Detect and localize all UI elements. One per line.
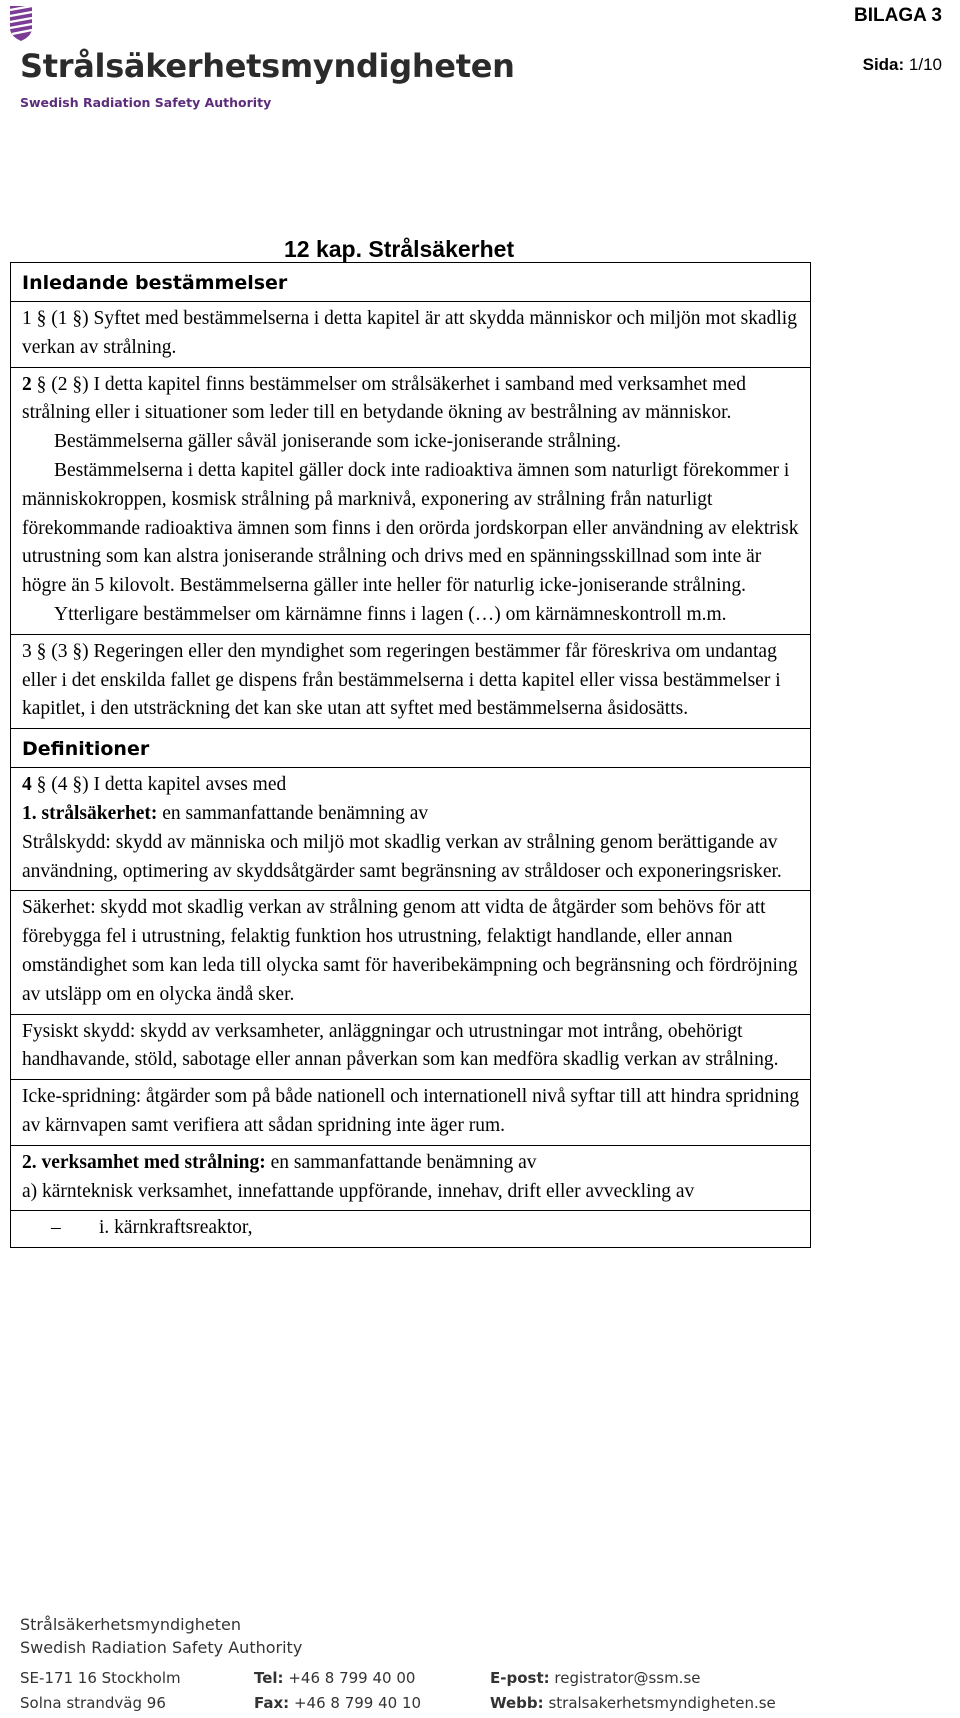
paragraph-2-b: Bestämmelserna gäller såväl joniserande som icke-joniserande strålning.: [54, 431, 621, 453]
statute-table: [10, 262, 811, 1248]
paragraph-1: 1 § (1 §) Syftet med bestämmelserna i detta kapitel är att skydda människor och miljön mot skadlig verkan av strålning.: [11, 302, 810, 368]
definition-2-term: 2. verksamhet med strålning:: [22, 1151, 266, 1173]
footer-web-label: Webb:: [490, 1694, 544, 1712]
paragraph-4: [11, 768, 810, 891]
list-item: [11, 1211, 810, 1248]
section-heading-definitioner: Definitioner: [11, 729, 810, 768]
definition-stralskydd: Strålskydd: skydd av människa och miljö mot skadlig verkan av strålning genom berättigande av användning, optimering av skyddsåtgärder samt begränsning av stråldoser och exponeringsrisker.: [22, 831, 782, 882]
paragraph-2: [11, 368, 810, 635]
logo-name: Strålsäkerhetsmyndigheten: [20, 47, 515, 85]
footer-web: [490, 1694, 776, 1712]
list-dash: –: [51, 1217, 61, 1239]
attachment-label: BILAGA 3: [854, 5, 942, 26]
section-heading-inledande: Inledande bestämmelser: [11, 263, 810, 302]
paragraph-4-text: § (4 §) I detta kapitel avses med: [31, 774, 287, 796]
footer-web-link[interactable]: stralsakerhetsmyndigheten.se: [548, 1694, 776, 1712]
footer-fax: [254, 1694, 421, 1712]
chapter-title: 12 kap. Strålsäkerhet: [284, 236, 515, 262]
definition-2-text: en sammanfattande benämning av: [265, 1151, 537, 1173]
footer-fax-label: Fax:: [254, 1694, 290, 1712]
ssm-logo-icon: [8, 4, 34, 42]
page-label: Sida:: [862, 55, 905, 74]
footer-email-label: E-post:: [490, 1669, 550, 1687]
footer-fax-value: +46 8 799 40 10: [293, 1694, 422, 1712]
paragraph-4-number: 4: [22, 774, 32, 796]
definition-sakerhet: Säkerhet: skydd mot skadlig verkan av strålning genom att vidta de åtgärder som behövs för att förebygga fel i utrustning, felaktig funktion hos utrustning, felaktigt handlande, eller annan omständighet som kan leda till olycka samt för haveribekämpning och begränsning och fördröjning av utsläpp om en olycka ändå sker.: [11, 891, 810, 1014]
footer-phone: [254, 1669, 415, 1687]
paragraph-2-d: Ytterligare bestämmelser om kärnämne finns i lagen (…) om kärnämneskontroll m.m.: [54, 603, 727, 625]
footer-email-link[interactable]: registrator@ssm.se: [554, 1669, 701, 1687]
definition-1-text: en sammanfattande benämning av: [157, 802, 429, 824]
footer-address-line-1: SE-171 16 Stockholm: [20, 1669, 181, 1687]
paragraph-2-number: 2: [22, 373, 32, 395]
paragraph-2-c: Bestämmelserna i detta kapitel gäller dock inte radioaktiva ämnen som naturligt förekommer i människokroppen, kosmisk strålning på marknivå, exponering av strålning från naturligt förekommande radioaktiva ämnen som finns i den orörda jordskorpan eller användning av elektrisk utrustning som kan alstra joniserande strålning och drivs med en spänningsskillnad som inte är högre än 5 kilovolt. Bestämmelserna gäller inte heller för naturlig icke-joniserande strålning.: [22, 459, 799, 597]
definition-2: [11, 1146, 810, 1212]
footer-phone-value: +46 8 799 40 00: [288, 1669, 416, 1687]
definition-fysiskt-skydd: Fysiskt skydd: skydd av verksamheter, anläggningar och utrustningar mot intrång, obehörigt handhavande, stöld, sabotage eller annan påverkan som kan medföra skadlig verkan av strålning.: [11, 1015, 810, 1081]
logo-subtitle: Swedish Radiation Safety Authority: [20, 95, 272, 110]
page-number: 1/10: [908, 55, 942, 74]
footer-phone-label: Tel:: [254, 1669, 284, 1687]
page-indicator: [863, 55, 942, 75]
list-item-text: i. kärnkraftsreaktor,: [99, 1217, 253, 1239]
definition-icke-spridning: Icke-spridning: åtgärder som på både nationell och internationell nivå syftar till att hindra spridning av kärnvapen samt verifiera att sådan spridning inte äger rum.: [11, 1080, 810, 1146]
paragraph-3: 3 § (3 §) Regeringen eller den myndighet som regeringen bestämmer får föreskriva om undantag eller i det enskilda fallet ge dispens från bestämmelserna i detta kapitel eller vissa bestämmelser i kapitlet, i den utsträckning det kan ske utan att syftet med bestämmelserna åsidosätts.: [11, 635, 810, 729]
footer-email: [490, 1669, 701, 1687]
paragraph-2-text: § (2 §) I detta kapitel finns bestämmelser om strålsäkerhet i samband med verksamhet med strålning eller i situationer som leder till en betydande ökning av bestrålning av människor.: [22, 373, 746, 424]
footer-address-line-2: Solna strandväg 96: [20, 1694, 166, 1712]
footer-name-en: Swedish Radiation Safety Authority: [20, 1638, 303, 1657]
definition-1-term: 1. strålsäkerhet:: [22, 802, 158, 824]
definition-2-a: a) kärnteknisk verksamhet, innefattande uppförande, innehav, drift eller avveckling av: [22, 1180, 695, 1202]
footer-name: Strålsäkerhetsmyndigheten: [20, 1615, 242, 1634]
